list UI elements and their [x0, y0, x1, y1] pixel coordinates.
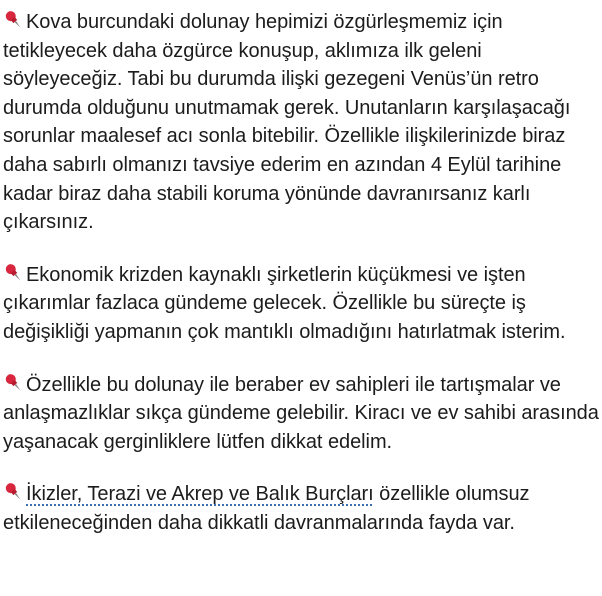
pushpin-icon	[3, 9, 25, 31]
paragraph-economic-crisis	[3, 261, 599, 347]
paragraph-full-moon-aquarius	[3, 8, 599, 237]
paragraph-signs-affected	[3, 480, 599, 537]
pushpin-icon	[3, 481, 25, 503]
paragraph-text: Ekonomik krizden kaynaklı şirketlerin küçükmesi ve işten çıkarımlar fazlaca gündeme gelecek. Özellikle bu süreçte iş değişikliği yapmanın çok mantıklı olmadığını hatırlatmak isterim.	[3, 263, 566, 343]
post-body	[3, 8, 599, 562]
paragraph-text: Özellikle bu dolunay ile beraber ev sahipleri ile tartışmalar ve anlaşmazlıklar sıkça gündeme gelebilir. Kiracı ve ev sahibi arasında yaşanacak gerginliklere lütfen dikkat edelim.	[3, 373, 599, 453]
pushpin-icon	[3, 372, 25, 394]
pushpin-icon	[3, 262, 25, 284]
zodiac-signs-link[interactable]: İkizler, Terazi ve Akrep ve Balık Burçları	[26, 483, 374, 506]
paragraph-landlords	[3, 371, 599, 457]
paragraph-text: özellikle olumsuz etkileneceğinden daha dikkatli davranmalarında fayda var.	[3, 483, 530, 534]
paragraph-text: Kova burcundaki dolunay hepimizi özgürleşmemiz için tetikleyecek daha özgürce konuşup, aklımıza ilk geleni söyleyeceğiz. Tabi bu durumda ilişki gezegeni Venüs’ün retro durumda olduğunu unutmamak gerek. Unutanların karşılaşacağı sorunlar maalesef acı sonla bitebilir. Özellikle ilişkilerinizde biraz daha sabırlı olmanızı tavsiye ederim en azından 4 Eylül tarihine kadar biraz daha stabili koruma yönünde davranırsanız karlı çıkarsınız.	[3, 11, 571, 234]
